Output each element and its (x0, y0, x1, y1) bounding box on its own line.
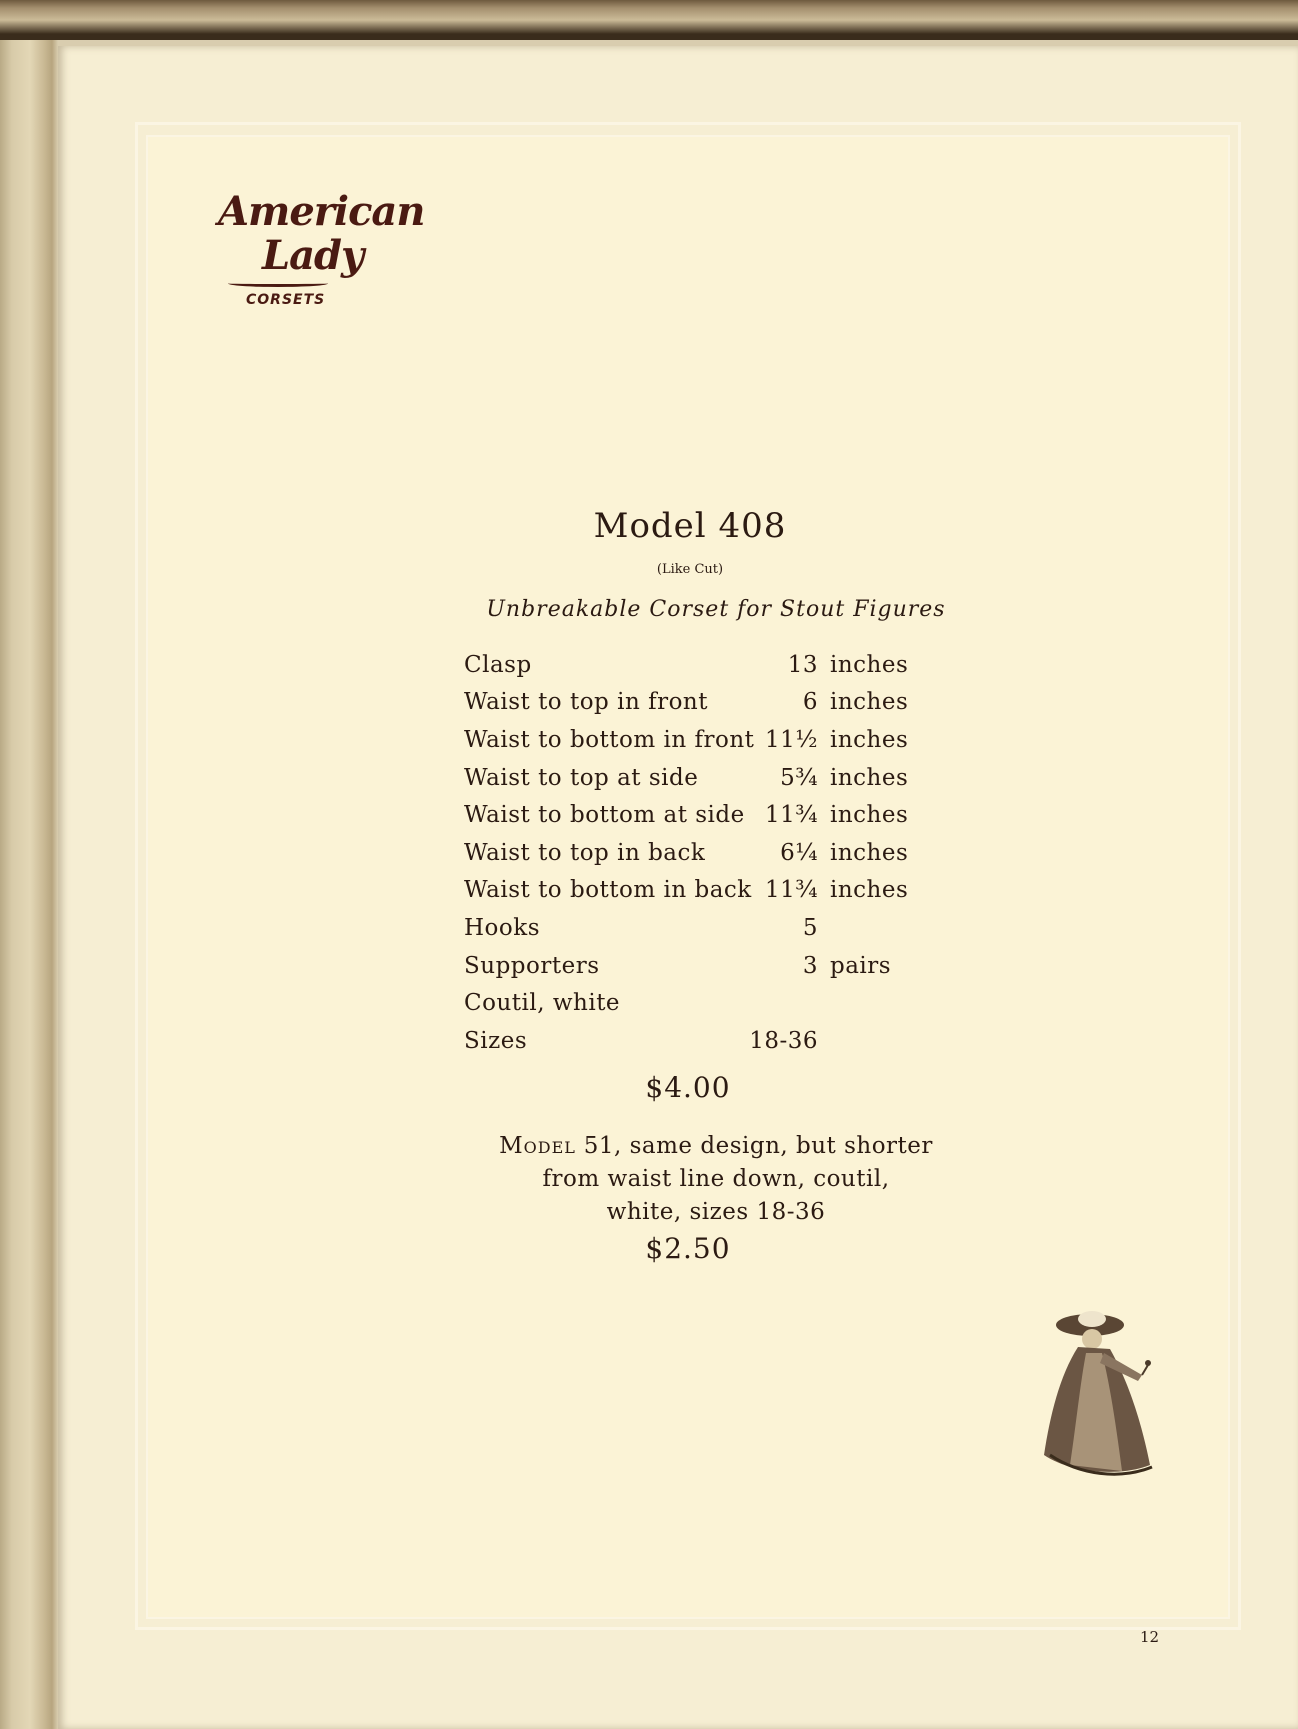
spec-unit: inches (830, 877, 909, 903)
spec-label: Waist to top at side (464, 765, 699, 791)
logo-word-lady: Lady (262, 232, 364, 279)
lady-illustration (1030, 1305, 1165, 1480)
spec-label: Waist to bottom in back (464, 877, 752, 903)
spec-row (0, 1028, 1298, 1064)
page-number: 12 (1140, 1628, 1160, 1646)
logo-swash (228, 280, 328, 287)
spec-row (0, 840, 1298, 876)
spec-value: 5¾ (780, 765, 818, 791)
model-subtitle: (Like Cut) (656, 562, 724, 577)
spec-unit: inches (830, 840, 909, 866)
model-title: Model 408 (593, 506, 787, 546)
logo-word-corsets: CORSETS (246, 292, 326, 308)
spec-value: 18-36 (749, 1028, 818, 1054)
spec-label: Coutil, white (464, 990, 621, 1016)
spec-row (0, 953, 1298, 989)
spec-unit: inches (830, 689, 909, 715)
spec-value: 6¼ (780, 840, 818, 866)
spec-row (0, 689, 1298, 725)
spec-value: 3 (802, 953, 818, 979)
spec-label: Waist to top in back (464, 840, 706, 866)
spec-row (0, 727, 1298, 763)
alt-model-price: $2.50 (645, 1232, 731, 1265)
note-line-3: white, sizes 18-36 (606, 1199, 826, 1225)
spec-row (0, 765, 1298, 801)
spec-value: 11½ (764, 727, 818, 753)
spec-row (0, 802, 1298, 838)
spec-unit: inches (830, 802, 909, 828)
spec-label: Supporters (464, 953, 600, 979)
spec-value: 11¾ (764, 802, 818, 828)
spec-unit: inches (830, 765, 909, 791)
note-lead: Model (499, 1133, 576, 1159)
spec-value: 13 (787, 652, 818, 678)
spec-label: Clasp (464, 652, 532, 678)
note-text: 51, same design, but shorter (583, 1133, 933, 1159)
model-tagline: Unbreakable Corset for Stout Figures (486, 597, 946, 622)
spec-label: Waist to top in front (464, 689, 708, 715)
american-lady-corsets-logo (210, 188, 425, 318)
note-line-2: from waist line down, coutil, (542, 1166, 890, 1192)
spec-unit: pairs (830, 953, 892, 979)
spec-unit: inches (830, 652, 909, 678)
spec-label: Hooks (464, 915, 540, 941)
spec-row (0, 877, 1298, 913)
book-top-edge (0, 0, 1298, 40)
spec-label: Waist to bottom at side (464, 802, 745, 828)
spec-label: Waist to bottom in front (464, 727, 755, 753)
logo-word-american: American (218, 188, 425, 235)
spec-value: 11¾ (764, 877, 818, 903)
spec-row (0, 990, 1298, 1026)
model-price: $4.00 (645, 1071, 731, 1104)
spec-label: Sizes (464, 1028, 528, 1054)
spec-row (0, 652, 1298, 688)
spec-unit: inches (830, 727, 909, 753)
note-line-1 (0, 1133, 1298, 1159)
spec-value: 5 (802, 915, 818, 941)
spec-value: 6 (802, 689, 818, 715)
spec-row (0, 915, 1298, 951)
